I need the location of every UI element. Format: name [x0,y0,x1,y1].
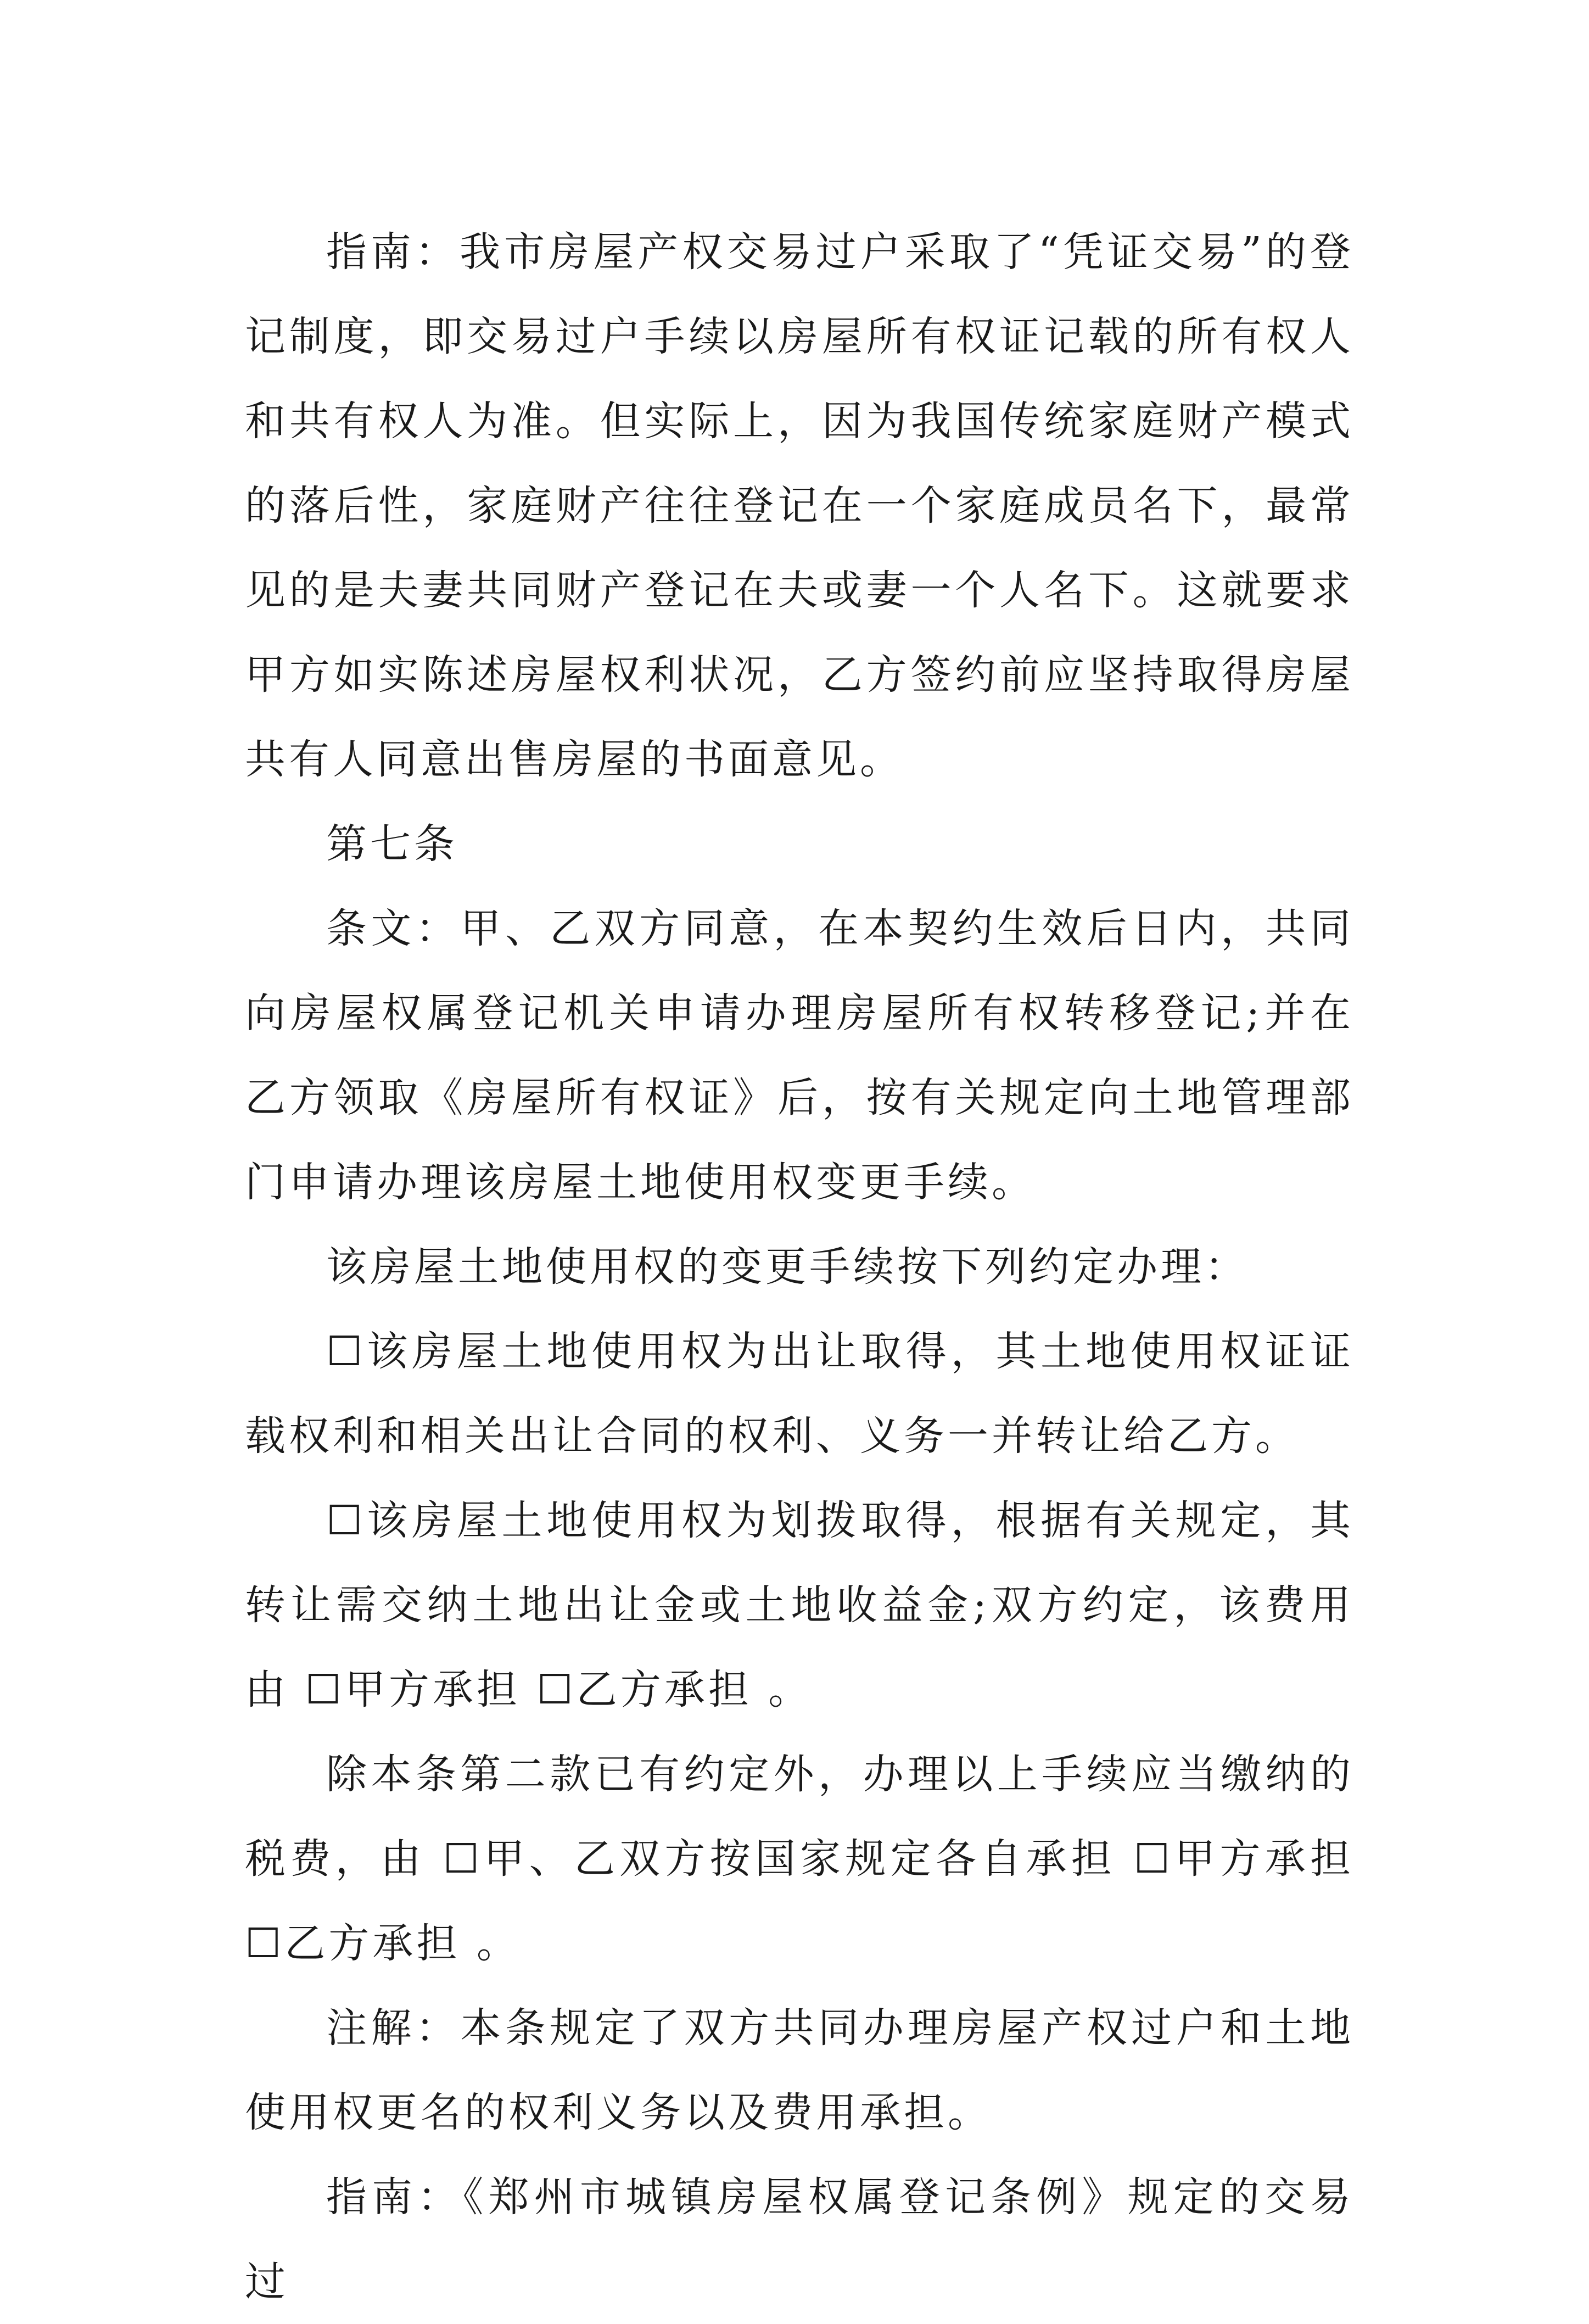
document-body [245,210,1354,2324]
paragraph-article-text: 条文：甲、乙双方同意，在本契约生效后日内，共同向房屋权属登记机关申请办理房屋所有权转移登记;并在乙方领取《房屋所有权证》后，按有关规定向土地管理部门申请办理该房屋土地使用权变更手续。 [245,905,1354,1206]
paragraph-guide-registration: 指南：我市房屋产权交易过户采取了“凭证交易”的登记制度，即交易过户手续以房屋所有权证记载的所有权人和共有权人为准。但实际上，因为我国传统家庭财产模式的落后性，家庭财产往往登记在一个家庭成员名下，最常见的是夫妻共同财产登记在夫或妻一个人名下。这就要求甲方如实陈述房屋权利状况，乙方签约前应坚持取得房屋共有人同意出售房屋的书面意见。 [245,228,1354,783]
paragraph-guide-zhengzhou: 指南：《郑州市城镇房屋权属登记条例》规定的交易过 [245,2174,1354,2305]
paragraph-article-seven-heading: 第七条 [326,820,458,868]
paragraph-option-allocation: ☐该房屋土地使用权为划拨取得，根据有关规定，其转让需交纳土地出让金或土地收益金;双方约定，该费用由 ☐甲方承担 ☐乙方承担 。 [245,1497,1354,1713]
paragraph-tax-fees: 除本条第二款已有约定外，办理以上手续应当缴纳的税费，由 ☐甲、乙双方按国家规定各自承担 ☐甲方承担 ☐乙方承担 。 [245,1751,1354,1967]
paragraph-land-use-intro: 该房屋土地使用权的变更手续按下列约定办理： [326,1243,1249,1291]
paragraph-option-transfer: ☐该房屋土地使用权为出让取得，其土地使用权证证载权利和相关出让合同的权利、义务一并转让给乙方。 [245,1328,1354,1460]
paragraph-annotation: 注解：本条规定了双方共同办理房屋产权过户和土地使用权更名的权利义务以及费用承担。 [245,2004,1354,2136]
